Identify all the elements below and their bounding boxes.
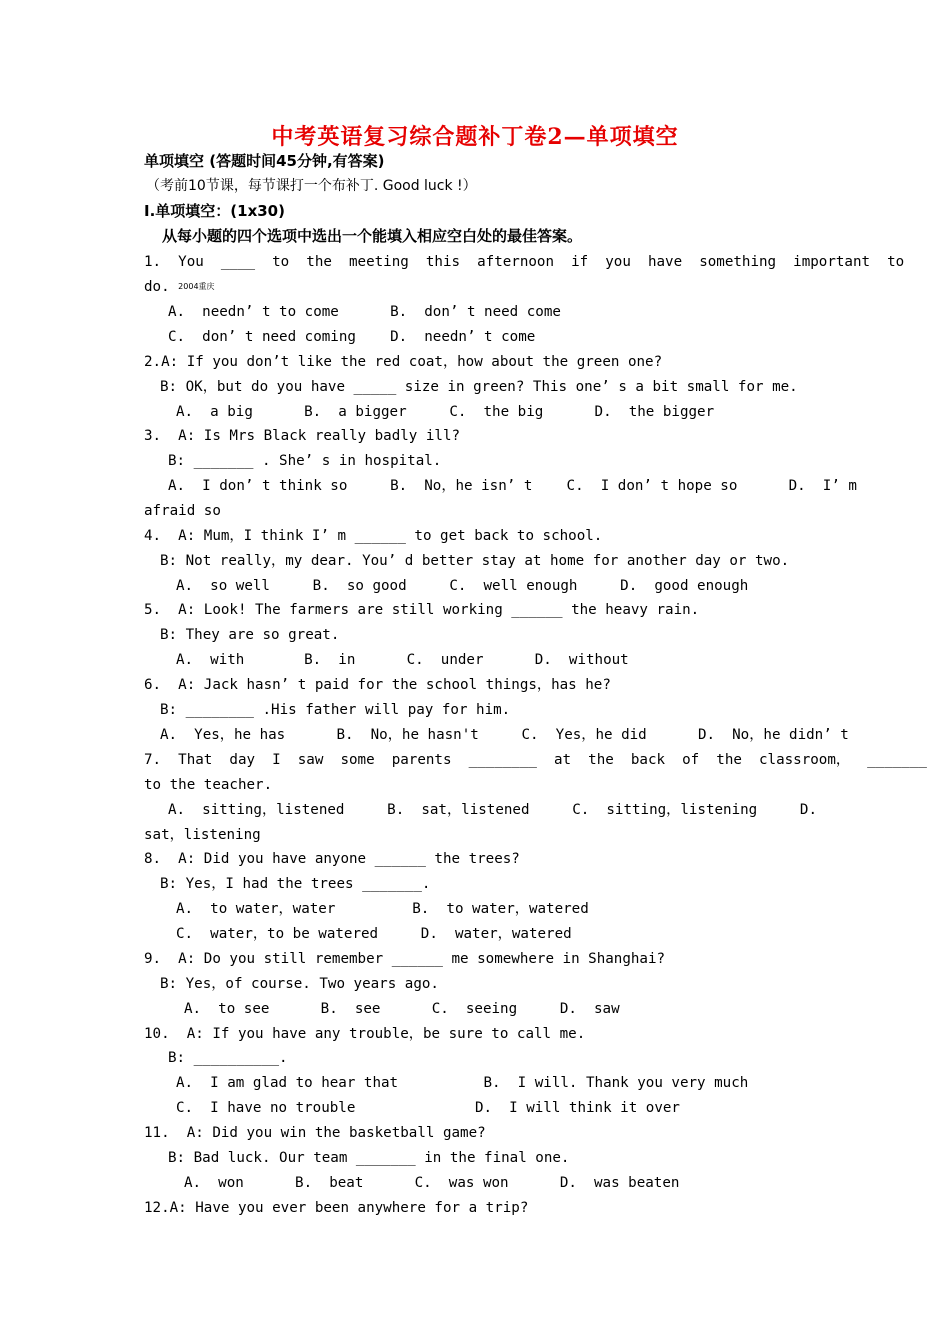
question-6-reply: B: ________ .His father will pay for him.: [160, 702, 511, 718]
question-5-options: A. with B. in C. under D. without: [176, 652, 629, 668]
question-7-options-cont: sat，listening: [144, 827, 261, 843]
question-8-reply: B: Yes，I had the trees _______.: [160, 876, 431, 892]
question-6-stem: 6. A: Jack hasn’ t paid for the school things，has he?: [144, 677, 611, 693]
question-6-options: A. Yes，he has B. No，he hasn't C. Yes，he did D. No，he didn’ t: [160, 727, 849, 743]
question-9-reply: B: Yes，of course. Two years ago.: [160, 976, 439, 992]
question-8-stem: 8. A: Did you have anyone ______ the trees?: [144, 851, 520, 867]
question-9-options: A. to see B. see C. seeing D. saw: [184, 1001, 620, 1017]
question-3-reply: B: _______ . She’ s in hospital.: [168, 453, 442, 469]
question-10-stem: 10. A: If you have any trouble，be sure to call me.: [144, 1026, 586, 1042]
question-12-stem: 12.A: Have you ever been anywhere for a trip?: [144, 1200, 529, 1216]
question-1-options-ab: A. needn’ t to come B. don’ t need come: [168, 304, 561, 320]
question-10-options-ab: A. I am glad to hear that B. I will. Thank you very much: [176, 1075, 749, 1091]
subtitle: 单项填空 (答题时间45分钟,有答案): [144, 152, 385, 170]
question-3-options: A. I don’ t think so B. No，he isn’ t C. I don’ t hope so D. I’ m: [168, 478, 857, 494]
instruction: 从每小题的四个选项中选出一个能填入相应空白处的最佳答案。: [162, 227, 583, 245]
question-10-options-cd: C. I have no trouble D. I will think it over: [176, 1100, 680, 1116]
question-10-reply: B: __________.: [168, 1050, 288, 1066]
question-4-options: A. so well B. so good C. well enough D. good enough: [176, 578, 749, 594]
question-11-reply: B: Bad luck. Our team _______ in the final one.: [168, 1150, 570, 1166]
question-2-reply: B: OK，but do you have _____ size in green? This one’ s a bit small for me.: [160, 379, 798, 395]
question-5-stem: 5. A: Look! The farmers are still working ______ the heavy rain.: [144, 602, 700, 618]
question-4-reply: B: Not really，my dear. You’ d better stay at home for another day or two.: [160, 553, 790, 569]
question-2-stem: 2.A: If you don’t like the red coat，how about the green one?: [144, 354, 663, 370]
page-title: 中考英语复习综合题补丁卷2—单项填空: [271, 124, 679, 150]
question-9-stem: 9. A: Do you still remember ______ me somewhere in Shanghai?: [144, 951, 666, 967]
section-heading: I.单项填空：(1x30): [144, 202, 285, 220]
question-8-options-ab: A. to water，water B. to water，watered: [176, 901, 589, 917]
question-7-options: A. sitting，listened B. sat，listened C. sitting，listening D.: [168, 802, 818, 818]
question-8-options-cd: C. water，to be watered D. water，watered: [176, 926, 572, 942]
question-1-stem-cont: do. 2004重庆: [144, 279, 215, 295]
question-7-stem-cont: to the teacher.: [144, 777, 273, 793]
question-11-options: A. won B. beat C. was won D. was beaten: [184, 1175, 680, 1191]
question-11-stem: 11. A: Did you win the basketball game?: [144, 1125, 486, 1141]
question-5-reply: B: They are so great.: [160, 627, 340, 643]
source-tag: 2004重庆: [178, 282, 215, 291]
question-3-options-cont: afraid so: [144, 503, 221, 519]
question-4-stem: 4. A: Mum，I think I’ m ______ to get back to school.: [144, 528, 603, 544]
question-7-stem: 7. That day I saw some parents ________ at the back of the classroom， _______: [144, 752, 927, 768]
question-3-stem: 3. A: Is Mrs Black really badly ill?: [144, 428, 461, 444]
question-2-options: A. a big B. a bigger C. the big D. the bigger: [176, 404, 715, 420]
question-1-stem: 1. You ____ to the meeting this afternoon if you have something important to: [144, 254, 905, 270]
note: （考前10节课，每节课打一个布补丁. Good luck !）: [146, 178, 477, 194]
question-1-options-cd: C. don’ t need coming D. needn’ t come: [168, 329, 536, 345]
